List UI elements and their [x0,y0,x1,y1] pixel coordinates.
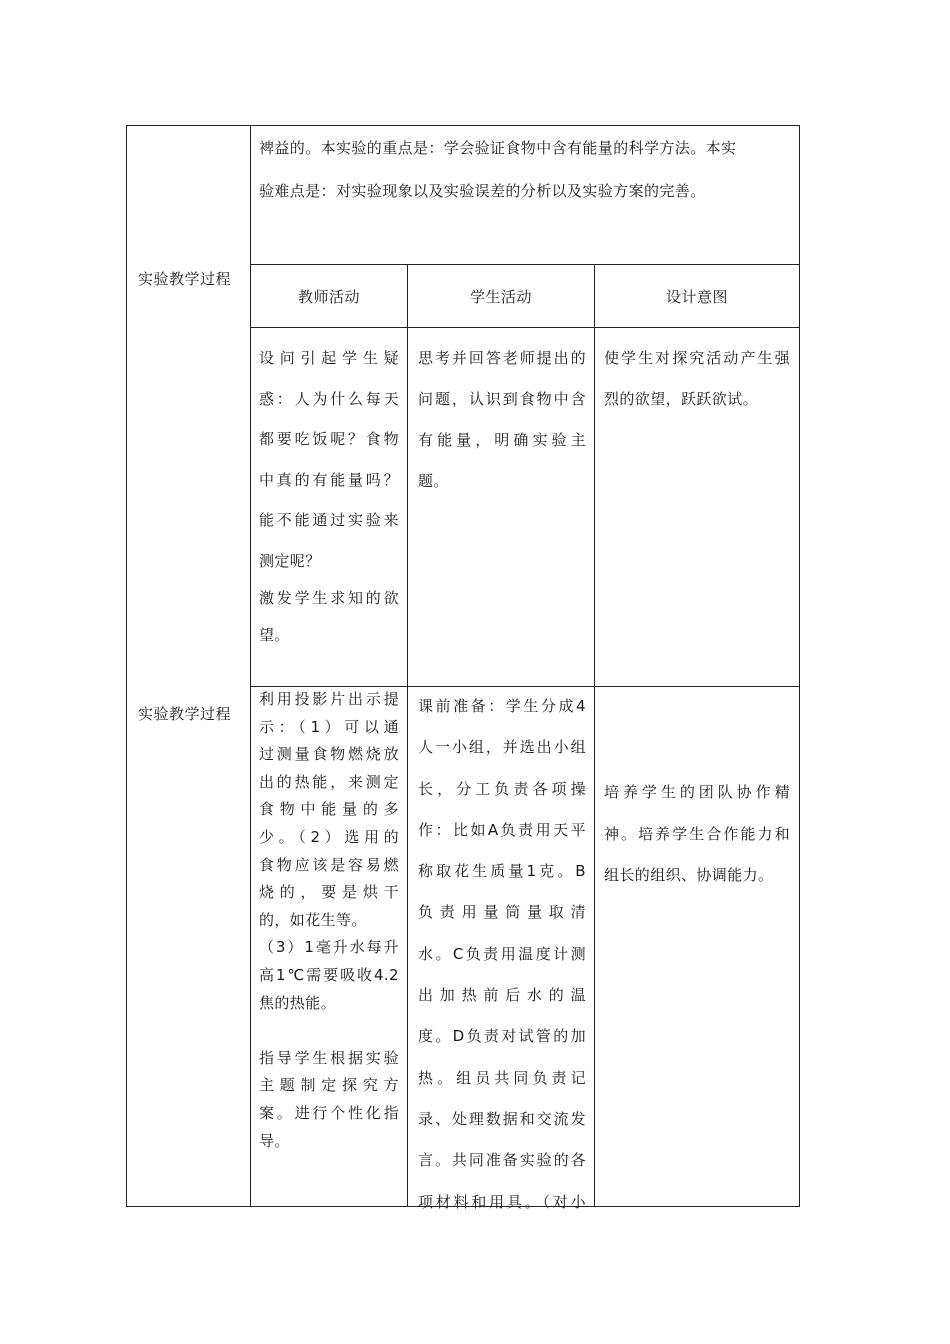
text-line: 焦的热能。 [259,993,337,1012]
text-line: 思考并回答老师提出的 [418,349,586,367]
text-line: 使学生对探究活动产生强 [604,349,790,367]
text-line: 烧的，要是烘干 [259,883,399,902]
text-line: 问题，认识到食物中含 [418,390,586,408]
intro-line: 裨益的。本实验的重点是：学会验证食物中含有能量的科学方法。本实 [259,139,737,157]
text-line: 利用投影片出示提 [259,690,399,708]
column-divider-teacher [407,264,408,1207]
text-line: 人一小组，并选出小组 [418,738,586,757]
row2-student-activity [418,686,586,1223]
text-line: 导。 [259,1131,290,1150]
text-line: 高1℃需要吸收4.2 [259,965,399,984]
intro-paragraph [259,127,794,213]
text-line: 设问引起学生疑 [259,349,399,367]
text-line: 的，如花生等。 [259,910,367,929]
text-line: 课前准备：学生分成4 [418,697,586,715]
text-line: 度。D负责对试管的加 [418,1027,586,1046]
text-line: 指导学生根据实验 [259,1048,399,1067]
text-line: 出的热能，来测定 [259,772,399,791]
column-divider-student [594,264,595,1207]
text-line: 录、处理数据和交流发 [418,1109,586,1128]
text-line: 烈的欲望，跃跃欲试。 [604,390,759,408]
text-line: 主题制定探究方 [259,1076,399,1095]
text-line: 中真的有能量吗？ [259,470,399,489]
text-line: 作：比如A负责用天平 [418,820,586,839]
row2-design-intent [604,772,790,897]
text-line: 神。培养学生合作能力和 [604,824,790,843]
text-line: 惑：人为什么每天 [259,389,399,408]
header-student-activity: 学生活动 [469,288,532,306]
table-right-border [799,125,800,1207]
text-line: 少。（2）选用的 [259,827,399,846]
text-line: 出加热前后水的温 [418,986,586,1005]
row-divider-intro [250,264,800,265]
text-line: （3）1毫升水每升 [259,938,399,957]
text-line: 言。共同准备实验的各 [418,1151,586,1170]
section-label-middle: 实验教学过程 [138,705,232,723]
row2-teacher-activity [259,686,399,1155]
text-line: 长，分工负责各项操 [418,779,586,798]
text-line [259,1017,399,1045]
text-line: 水。C负责用温度计测 [418,944,586,963]
text-line: 热。组员共同负责记 [418,1068,586,1087]
text-line: 望。 [259,626,290,644]
text-line: 有能量，明确实验主 [418,431,586,449]
header-design-intent: 设计意图 [665,288,728,306]
text-line: 组长的组织、协调能力。 [604,866,774,884]
text-line: 称取花生质量1克。B [418,862,586,881]
text-line: 激发学生求知的欲 [259,589,399,607]
row1-design-intent [604,338,790,420]
text-line: 培养学生的团队协作精 [604,783,790,801]
header-teacher-activity: 教师活动 [297,288,360,306]
row1-student-activity [418,338,586,502]
text-line: 都要吃饭呢？食物 [259,430,399,448]
text-line: 示：（1）可以通 [259,717,399,736]
row-divider-header [250,327,800,328]
row1-teacher-activity [259,338,399,656]
text-line: 测定呢？ [259,551,321,570]
text-line: 案。进行个性化指 [259,1103,399,1122]
table-top-border [126,125,800,126]
text-line: 能不能通过实验来 [259,511,399,529]
text-line: 负责用量筒量取清 [418,903,586,922]
intro-line: 验难点是：对实验现象以及实验误差的分析以及实验方案的完善。 [259,182,706,200]
text-line: 过测量食物燃烧放 [259,745,399,764]
table-left-border [126,125,127,1207]
text-line: 食物中能量的多 [259,800,399,819]
text-line: 食物应该是容易燃 [259,855,399,874]
section-label-top: 实验教学过程 [138,270,232,288]
text-line: 项材料和用具。（对小 [418,1192,586,1211]
text-line: 题。 [418,472,449,490]
